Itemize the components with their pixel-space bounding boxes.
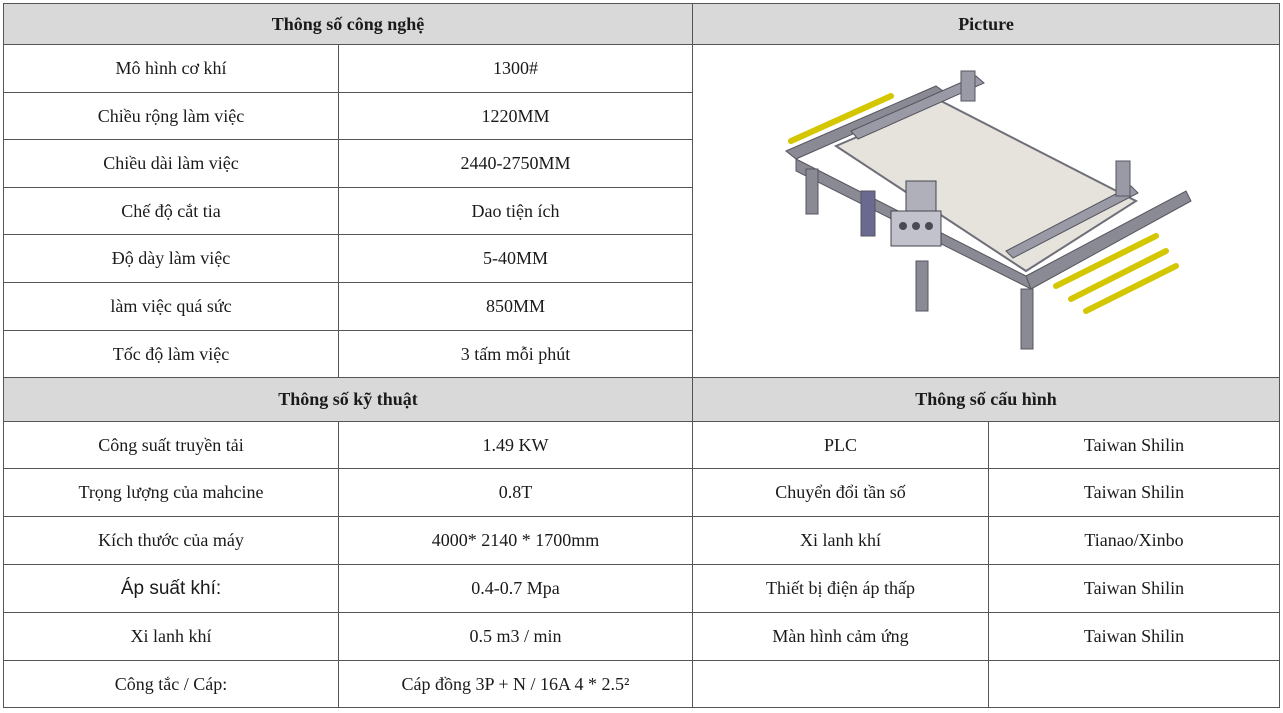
machine-image: [766, 61, 1206, 361]
spec-table-wrapper: [3, 3, 1279, 711]
machine-leg: [916, 261, 928, 311]
config-label: Thiết bị điện áp thấp: [693, 565, 989, 613]
spec-label: Kích thước của máy: [4, 517, 339, 565]
spec-table: [3, 3, 1280, 708]
config-label: Xi lanh khí: [693, 517, 989, 565]
config-label: Màn hình cảm ứng: [693, 613, 989, 661]
tech-label: làm việc quá sức: [4, 283, 339, 331]
picture-header: Picture: [693, 4, 1280, 45]
spec-label: Trọng lượng của mahcine: [4, 469, 339, 517]
spec-value: 0.5 m3 / min: [339, 613, 693, 661]
config-value: Taiwan Shilin: [989, 422, 1280, 469]
config-value: Taiwan Shilin: [989, 469, 1280, 517]
spec-label: Áp suất khí:: [4, 565, 339, 613]
tech-value: 1220MM: [339, 93, 693, 140]
tech-label: Chế độ cắt tia: [4, 188, 339, 235]
machine-picture-cell: [693, 45, 1280, 378]
spec-value: 4000* 2140 * 1700mm: [339, 517, 693, 565]
config-label: [693, 661, 989, 708]
spec-label: Xi lanh khí: [4, 613, 339, 661]
spec-label: Công suất truyền tải: [4, 422, 339, 469]
spec-label: Công tắc / Cáp:: [4, 661, 339, 708]
config-value: Taiwan Shilin: [989, 565, 1280, 613]
spec-value: 1.49 KW: [339, 422, 693, 469]
spec-header-row: [4, 378, 1280, 422]
tech-value: 2440-2750MM: [339, 140, 693, 188]
tech-label: Chiều rộng làm việc: [4, 93, 339, 140]
table-row: [4, 661, 1280, 708]
table-row: [4, 565, 1280, 613]
config-header: Thông số cấu hình: [693, 378, 1280, 422]
machine-leg: [1021, 289, 1033, 349]
tech-label: Tốc độ làm việc: [4, 331, 339, 378]
tech-value: 850MM: [339, 283, 693, 331]
spec-value: 0.8T: [339, 469, 693, 517]
spec-value: 0.4-0.7 Mpa: [339, 565, 693, 613]
table-row: [4, 517, 1280, 565]
table-row: [4, 469, 1280, 517]
specs-header: Thông số kỹ thuật: [4, 378, 693, 422]
machine-roller: [1086, 266, 1176, 311]
tech-value: 1300#: [339, 45, 693, 93]
tech-label: Độ dày làm việc: [4, 235, 339, 283]
tech-params-header: Thông số công nghệ: [4, 4, 693, 45]
config-value: Taiwan Shilin: [989, 613, 1280, 661]
config-value: [989, 661, 1280, 708]
tech-value: 5-40MM: [339, 235, 693, 283]
config-label: PLC: [693, 422, 989, 469]
tech-label: Mô hình cơ khí: [4, 45, 339, 93]
config-value: Tianao/Xinbo: [989, 517, 1280, 565]
table-row: [4, 45, 1280, 93]
spec-value: Cáp đồng 3P + N / 16A 4 * 2.5²: [339, 661, 693, 708]
config-label: Chuyển đổi tần số: [693, 469, 989, 517]
machine-leg: [806, 169, 818, 214]
tech-label: Chiều dài làm việc: [4, 140, 339, 188]
machine-leg: [861, 191, 875, 236]
table-row: [4, 422, 1280, 469]
tech-value: Dao tiện ích: [339, 188, 693, 235]
tech-value: 3 tấm mỗi phút: [339, 331, 693, 378]
tech-header-row: [4, 4, 1280, 45]
table-row: [4, 613, 1280, 661]
